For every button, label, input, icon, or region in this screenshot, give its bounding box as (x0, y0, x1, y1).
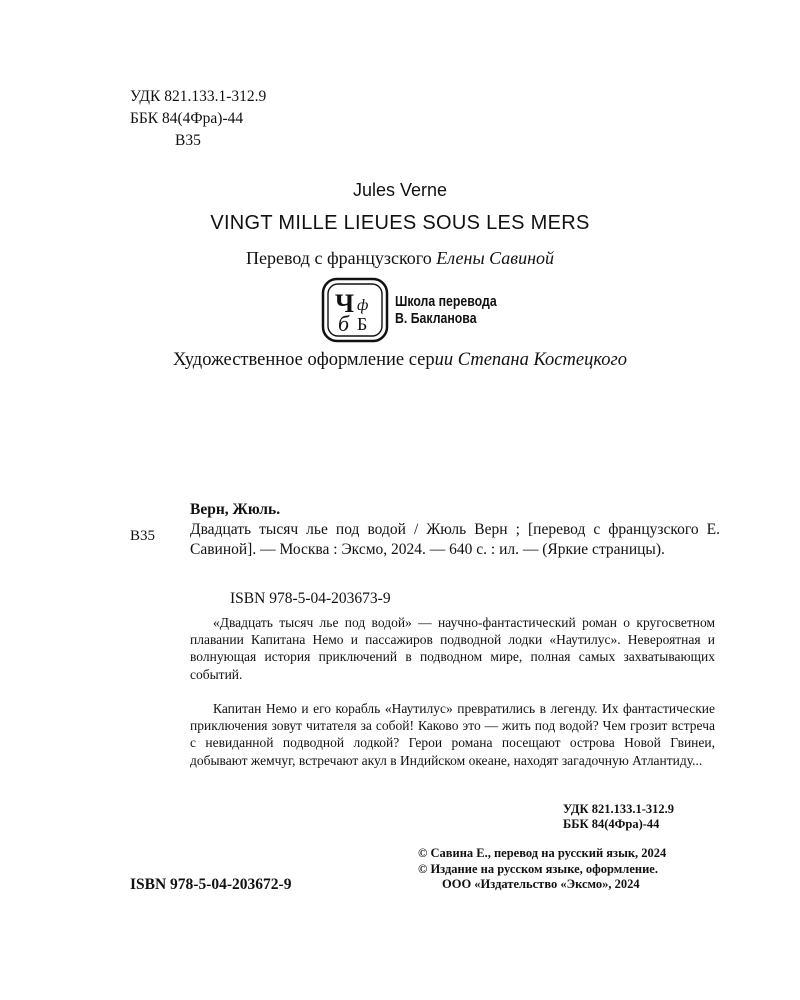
annotation-text-1: «Двадцать тысяч лье под водой» — научно-фантастический роман о кругосветном плавании Капитана Немо и пассажиров подводной лодки «Наутилус». Невероятная и волнующая история приключений в подводном мире, полная самых захватывающих событий. (190, 615, 715, 682)
original-author: Jules Verne (352, 180, 448, 200)
translation-school-logo (321, 277, 519, 343)
bottom-udk: УДК 821.133.1-312.9 (563, 802, 674, 816)
copyright-line-1: © Савина Е., перевод на русский язык, 2024 (418, 846, 667, 860)
design-prefix: Художественное оформление сер (172, 350, 435, 370)
school-name-line2: В. Бакланова (395, 310, 477, 327)
copyright-block (418, 846, 666, 893)
designer-name: ии Степана Костецкого (434, 350, 627, 370)
school-name (395, 293, 497, 327)
annotation-text-2: Капитан Немо и его корабль «Наутилус» превратились в легенду. Их фантастические приключения зовут читателя за собой! Каково это — жить под водой? Чем грозит встреча с невиданной подводной лодкой? Герои романа посещают острова Новой Гвинеи, добывают жемчуг, встречают акул в Индийском океане, находят загадочную Атлантиду... (190, 701, 715, 768)
svg-text:б: б (338, 311, 350, 336)
annotation-paragraph-1 (190, 614, 715, 683)
copyright-line-2: © Издание на русском языке, оформление. (418, 861, 658, 876)
udk-code: УДК 821.133.1-312.9 (130, 88, 267, 105)
bib-description: Двадцать тысяч лье под водой / Жюль Верн ; [перевод с французского Е. Савиной]. — Москва : Эксмо, 2024. — 640 с. : ил. — (Яркие страницы). (190, 521, 720, 558)
bib-isbn: ISBN 978-5-04-203673-9 (230, 590, 391, 607)
main-isbn: ISBN 978-5-04-203672-9 (130, 876, 292, 893)
bottom-classification (563, 802, 674, 832)
svg-text:Б: Б (357, 314, 368, 334)
svg-text:Ч: Ч (335, 289, 355, 318)
author-mark: В35 (175, 132, 201, 149)
original-title: VINGT MILLE LIEUES SOUS LES MERS (210, 212, 590, 234)
translator-name: Елены Савиной (436, 248, 555, 268)
bib-author-mark: В35 (130, 528, 156, 544)
translation-prefix: Перевод с французского (245, 248, 432, 268)
translation-credit (0, 248, 800, 269)
svg-text:ф: ф (357, 297, 369, 314)
copyright-line-3: ООО «Издательство «Эксмо», 2024 (442, 877, 640, 891)
school-emblem-icon (321, 277, 389, 343)
school-name-line1: Школа перевода (395, 293, 497, 310)
series-design-credit (0, 350, 800, 371)
classification-block (130, 86, 266, 152)
bib-author: Верн, Жюль. (190, 501, 281, 518)
bbk-code: ББК 84(4Фра)-44 (130, 110, 244, 127)
bottom-bbk: ББК 84(4Фра)-44 (563, 817, 660, 831)
annotation-paragraph-2 (190, 700, 715, 769)
